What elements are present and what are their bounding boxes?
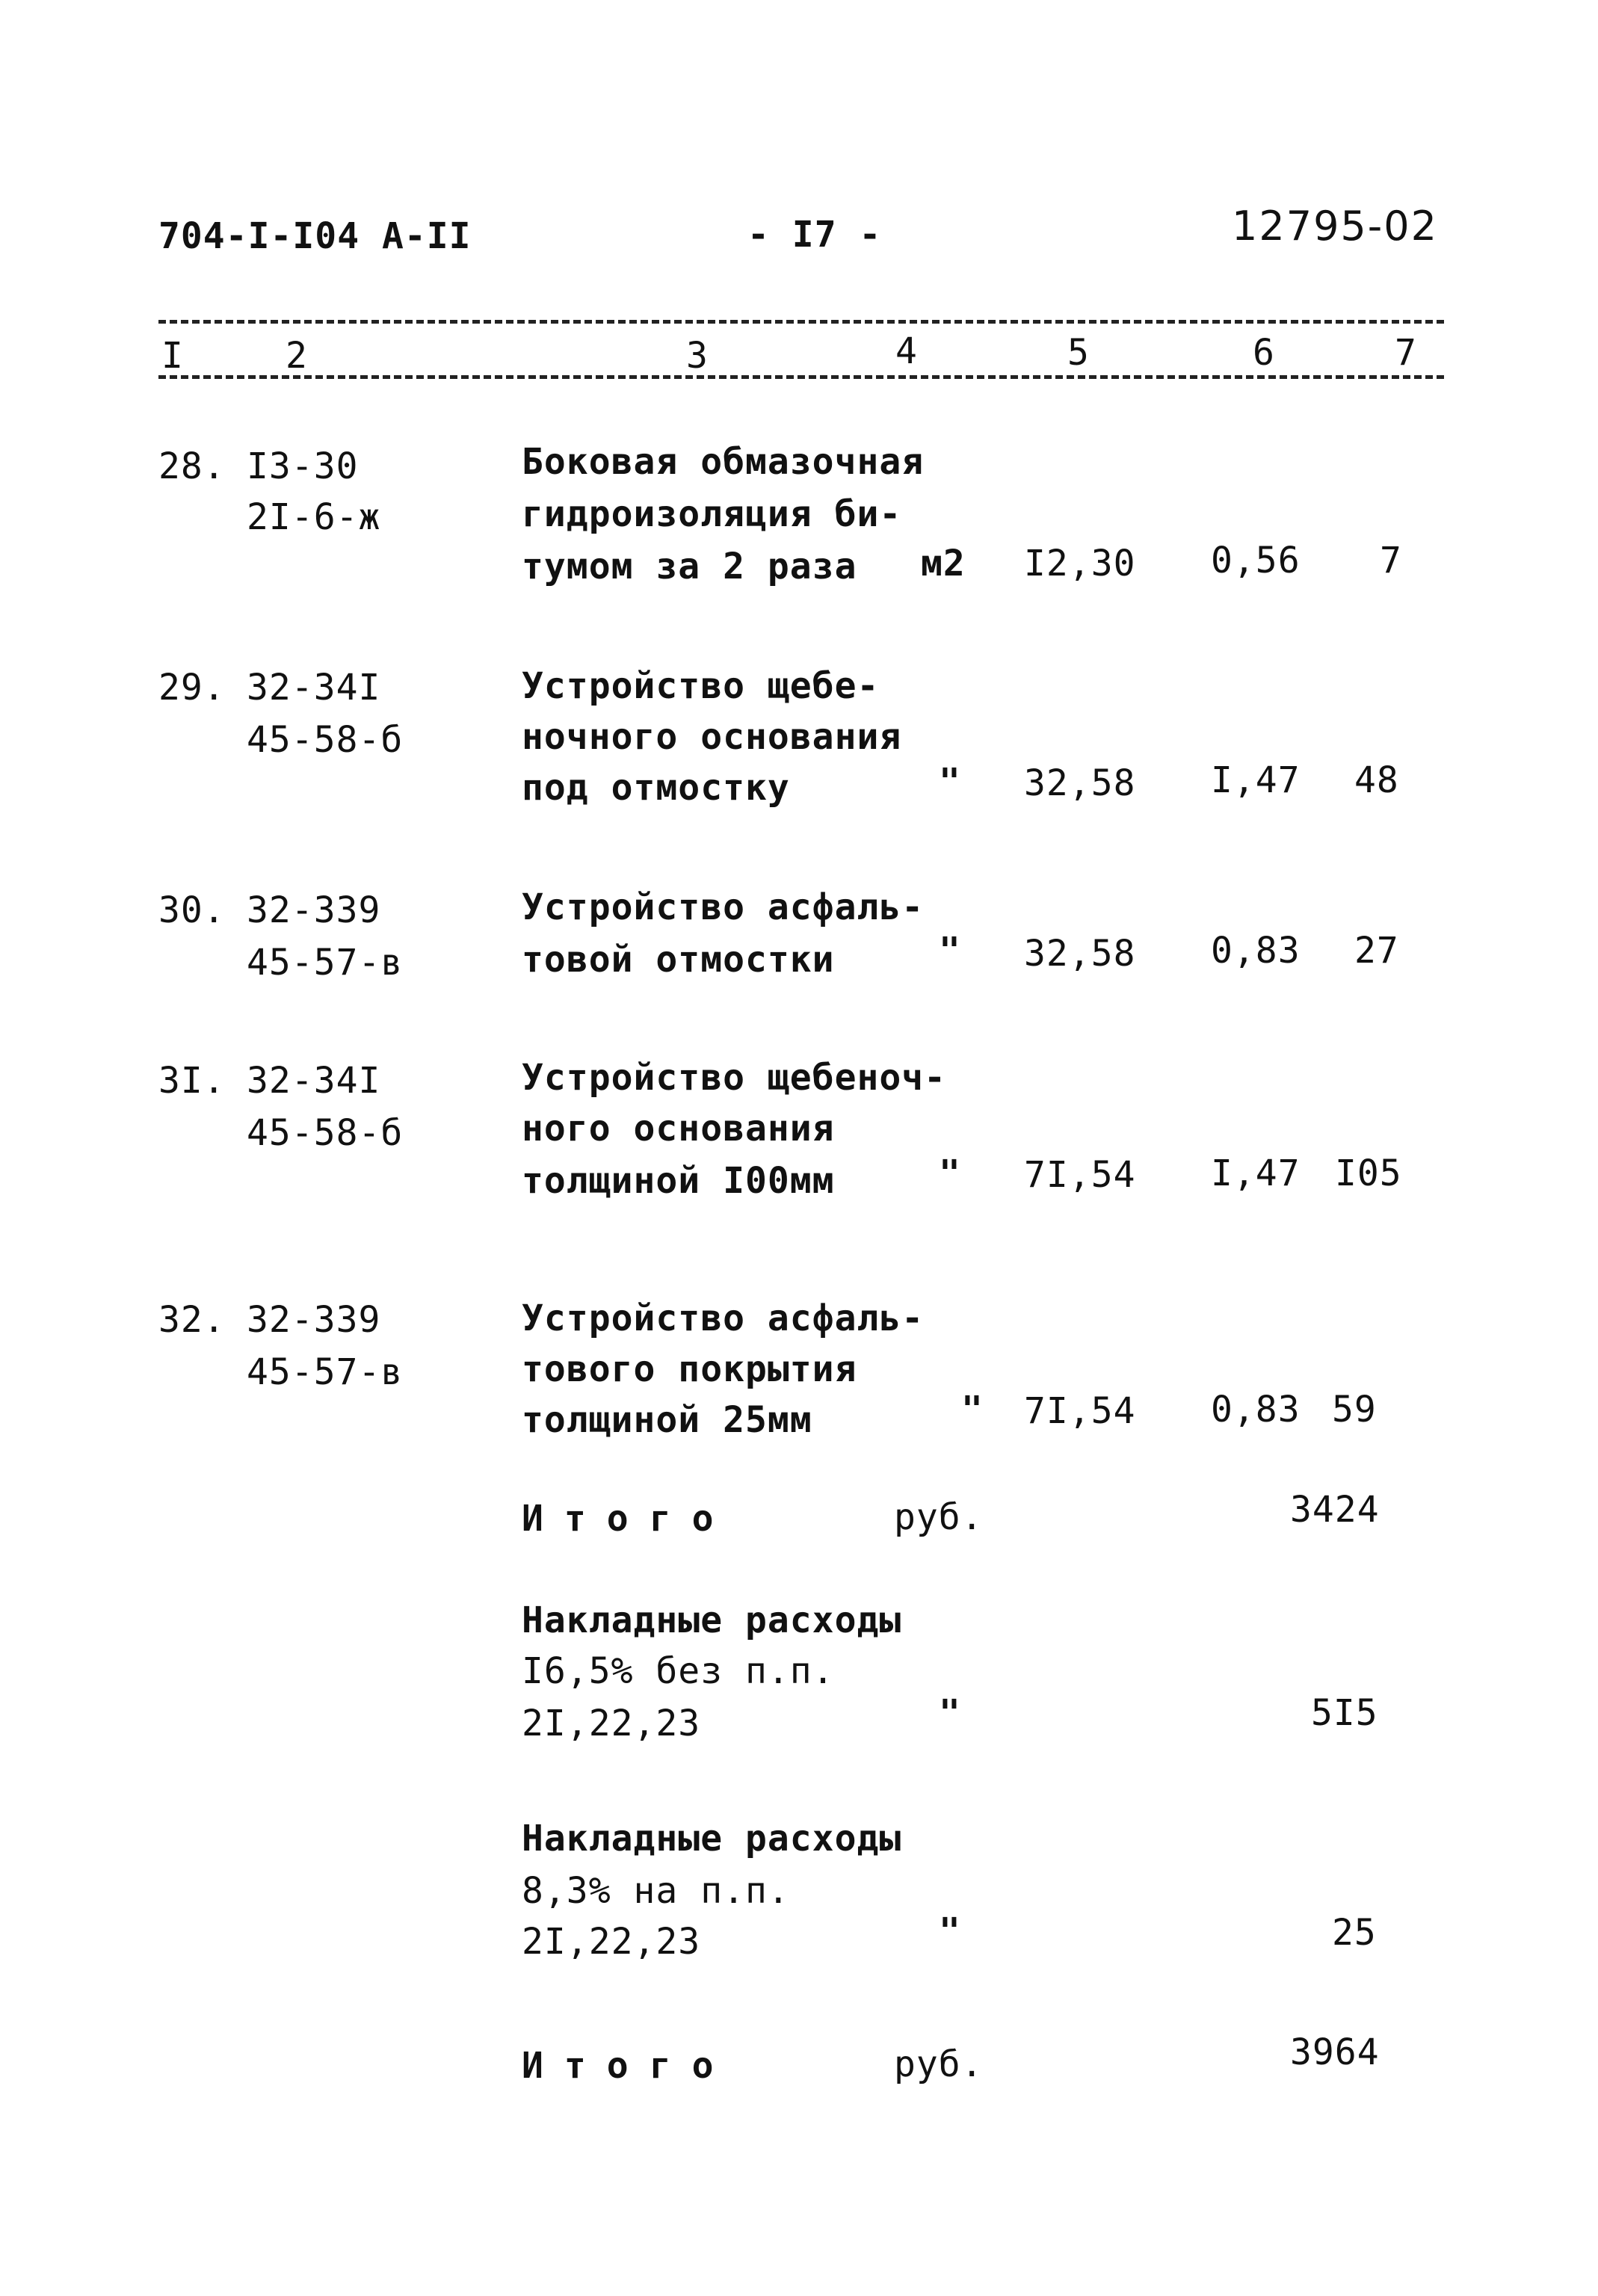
row-quantity: 32,58: [1024, 762, 1136, 804]
row-unit: ": [961, 1389, 984, 1431]
column-header-2: 2: [286, 335, 308, 377]
row-description: гидроизоляция би-: [522, 493, 902, 535]
row-total: 59: [1332, 1389, 1377, 1431]
row-code: 45-57-в: [247, 942, 404, 984]
row-price: I,47: [1211, 1152, 1301, 1194]
doc-code: 704-I-I04 А-II: [158, 215, 472, 257]
row-code: 45-58-б: [247, 1112, 404, 1154]
page-number: - I7 -: [747, 214, 882, 256]
row-code: 45-58-б: [247, 719, 404, 761]
handwritten-number: 12795-02: [1232, 203, 1438, 250]
row-quantity: 7I,54: [1024, 1390, 1136, 1432]
summary-label: Накладные расходы: [522, 1599, 902, 1641]
summary-total: 25: [1332, 1912, 1377, 1954]
column-header-6: 6: [1253, 332, 1275, 374]
row-description: Устройство асфаль-: [522, 886, 925, 928]
summary-label: Итого: [522, 1498, 735, 1540]
summary-total: 3424: [1290, 1489, 1380, 1531]
row-code: 2I-6-ж: [247, 496, 381, 538]
summary-label: 8,3% на п.п.: [522, 1870, 790, 1912]
row-unit: ": [939, 1152, 961, 1194]
row-description: тумом за 2 раза: [522, 546, 857, 587]
row-code: I3-30: [247, 445, 359, 487]
row-price: 0,56: [1211, 540, 1301, 581]
row-number: 32.: [158, 1299, 226, 1341]
row-quantity: 7I,54: [1024, 1154, 1136, 1196]
row-code: 32-339: [247, 889, 381, 931]
row-description: Устройство щебеноч-: [522, 1057, 947, 1099]
row-description: толщиной 25мм: [522, 1399, 812, 1441]
summary-label: I6,5% без п.п.: [522, 1650, 835, 1692]
row-number: 3I.: [158, 1060, 226, 1102]
row-description: Боковая обмазочная: [522, 441, 925, 483]
row-number: 29.: [158, 667, 226, 709]
summary-total: 3964: [1290, 2031, 1380, 2073]
row-code: 32-34I: [247, 667, 381, 709]
row-description: толщиной I00мм: [522, 1160, 835, 1202]
column-header-1: I: [161, 335, 184, 377]
row-quantity: I2,30: [1024, 543, 1136, 584]
row-unit: ": [939, 761, 961, 803]
header-rule-bottom: [158, 375, 1444, 379]
row-number: 28.: [158, 445, 226, 487]
row-description: Устройство щебе-: [522, 665, 880, 707]
row-code: 32-34I: [247, 1060, 381, 1102]
summary-total: 5I5: [1311, 1692, 1378, 1734]
row-price: 0,83: [1211, 1389, 1301, 1431]
summary-label: 2I,22,23: [522, 1921, 701, 1963]
row-total: 7: [1380, 540, 1402, 581]
row-unit: ": [939, 930, 961, 972]
row-quantity: 32,58: [1024, 933, 1136, 975]
row-total: I05: [1335, 1152, 1402, 1194]
row-description: ного основания: [522, 1108, 835, 1149]
row-price: I,47: [1211, 759, 1301, 801]
summary-unit: руб.: [894, 1496, 984, 1538]
row-code: 45-57-в: [247, 1351, 404, 1393]
row-description: Устройство асфаль-: [522, 1297, 925, 1339]
summary-unit: руб.: [894, 2043, 984, 2085]
row-total: 27: [1354, 930, 1399, 972]
summary-unit: ": [939, 1692, 961, 1734]
row-description: тового покрытия: [522, 1348, 857, 1390]
row-unit: м2: [921, 543, 966, 584]
summary-unit: ": [939, 1910, 961, 1952]
header-rule-top: [158, 320, 1444, 324]
row-description: ночного основания: [522, 716, 902, 758]
row-number: 30.: [158, 889, 226, 931]
summary-label: Накладные расходы: [522, 1818, 902, 1860]
row-code: 32-339: [247, 1299, 381, 1341]
row-description: товой отмостки: [522, 939, 835, 981]
column-header-5: 5: [1067, 332, 1090, 374]
row-price: 0,83: [1211, 930, 1301, 972]
summary-label: Итого: [522, 2045, 735, 2087]
column-header-4: 4: [895, 330, 918, 372]
summary-label: 2I,22,23: [522, 1703, 701, 1744]
row-description: под отмостку: [522, 767, 790, 809]
column-header-7: 7: [1395, 332, 1417, 374]
column-header-3: 3: [686, 335, 709, 377]
row-total: 48: [1354, 759, 1399, 801]
